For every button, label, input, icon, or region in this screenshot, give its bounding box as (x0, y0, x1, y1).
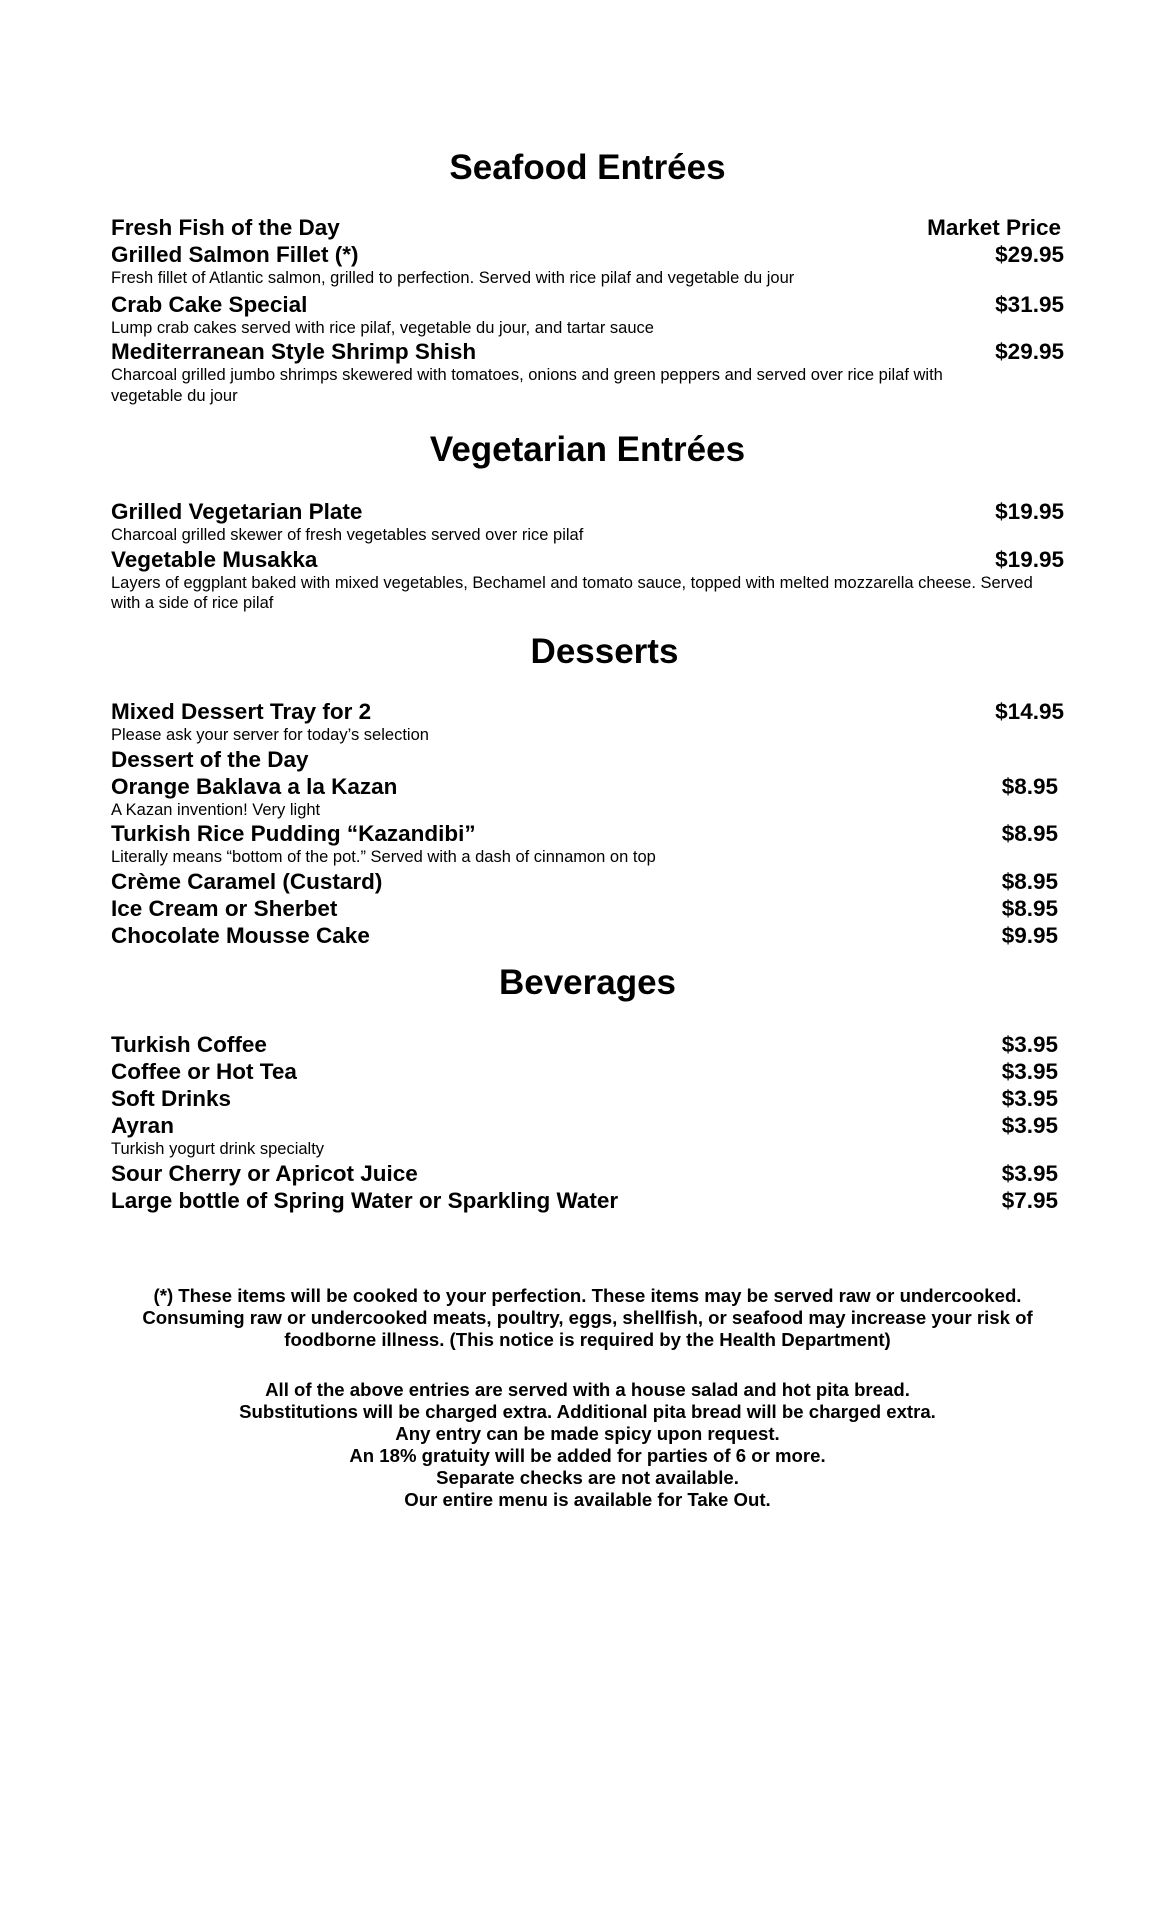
item-price: $8.95 (1001, 821, 1058, 846)
menu-notes (111, 1285, 1064, 1511)
item-price: $7.95 (1001, 1187, 1058, 1213)
menu-item (111, 214, 1064, 241)
item-name: Ayran (111, 1113, 174, 1138)
item-name: Mixed Dessert Tray for 2 (111, 699, 372, 724)
item-name: Soft Drinks (111, 1086, 232, 1111)
item-price: $29.95 (995, 339, 1064, 364)
item-name: Mediterranean Style Shrimp Shish (111, 339, 477, 364)
item-price: $8.95 (1001, 895, 1058, 921)
item-price: $3.95 (1001, 1086, 1058, 1111)
menu-item (111, 773, 1064, 800)
item-price: $8.95 (1001, 773, 1058, 799)
item-description: Layers of eggplant baked with mixed vegetables, Bechamel and tomato sauce, topped with melted mozzarella cheese. Served with a side of rice pilaf (111, 573, 1033, 612)
item-name: Sour Cherry or Apricot Juice (111, 1160, 418, 1186)
item-price: $8.95 (1001, 868, 1058, 894)
menu-item (111, 820, 1064, 847)
menu-item (111, 922, 1064, 949)
item-name: Orange Baklava a la Kazan (111, 773, 398, 799)
item-description: A Kazan invention! Very light (111, 800, 321, 819)
item-price: $3.95 (1001, 1160, 1058, 1186)
item-name: Vegetable Musakka (111, 546, 318, 572)
menu-item (111, 1085, 1064, 1112)
menu-item (111, 1112, 1064, 1139)
item-name: Crème Caramel (Custard) (111, 868, 383, 894)
item-name: Dessert of the Day (111, 746, 309, 772)
item-price: $14.95 (995, 699, 1064, 724)
menu-item (111, 546, 1064, 573)
item-name: Grilled Vegetarian Plate (111, 499, 363, 524)
section-title: Beverages (498, 963, 677, 1002)
item-description: Lump crab cakes served with rice pilaf, vegetable du jour, and tartar sauce (111, 318, 654, 337)
seafood-section (111, 148, 1064, 406)
section-title: Desserts (530, 632, 679, 671)
item-name: Grilled Salmon Fillet (*) (111, 242, 359, 267)
menu-item (111, 1187, 1064, 1214)
item-name: Turkish Rice Pudding “Kazandibi” (111, 821, 476, 846)
note-line: Substitutions will be charged extra. Additional pita bread will be charged extra. (239, 1401, 936, 1422)
item-name: Fresh Fish of the Day (111, 215, 340, 240)
menu-item (111, 1031, 1064, 1058)
item-price: $19.95 (995, 499, 1064, 524)
menu-item (111, 1058, 1064, 1085)
menu-item (111, 338, 1064, 365)
item-name: Coffee or Hot Tea (111, 1059, 297, 1084)
menu-item (111, 868, 1064, 895)
item-name: Ice Cream or Sherbet (111, 895, 338, 921)
menu-item (111, 698, 1064, 725)
item-price: $29.95 (995, 242, 1064, 267)
item-price: $3.95 (1001, 1032, 1058, 1057)
item-price: $31.95 (995, 291, 1064, 317)
menu-item (111, 291, 1064, 318)
desserts-section (111, 632, 1064, 949)
item-description: Charcoal grilled skewer of fresh vegetables served over rice pilaf (111, 526, 584, 544)
item-description: Literally means “bottom of the pot.” Served with a dash of cinnamon on top (111, 848, 656, 866)
note-line: Any entry can be made spicy upon request. (395, 1423, 780, 1444)
item-price: $3.95 (1001, 1059, 1058, 1084)
beverages-section (111, 963, 1064, 1214)
note-line: All of the above entries are served with a house salad and hot pita bread. (265, 1379, 910, 1400)
item-price: $9.95 (1001, 922, 1058, 948)
section-title: Vegetarian Entrées (429, 430, 746, 469)
vegetarian-section (111, 430, 1064, 614)
item-description: Please ask your server for today’s selection (111, 726, 429, 744)
menu-item (111, 895, 1064, 922)
menu-item (111, 746, 1064, 773)
item-description: Charcoal grilled jumbo shrimps skewered with tomatoes, onions and green peppers and served over rice pilaf with vegetable du jour (111, 366, 943, 405)
note-line: An 18% gratuity will be added for parties of 6 or more. (349, 1445, 826, 1466)
menu-item (111, 241, 1064, 268)
item-description: Fresh fillet of Atlantic salmon, grilled to perfection. Served with rice pilaf and vegetable du jour (111, 269, 795, 287)
item-name: Crab Cake Special (111, 291, 308, 317)
item-description: Turkish yogurt drink specialty (111, 1140, 325, 1158)
item-name: Chocolate Mousse Cake (111, 922, 370, 948)
health-notice: (*) These items will be cooked to your perfection. These items may be served raw or undercooked. Consuming raw or undercooked meats, poultry, eggs, shellfish, or seafood may increase your risk of foodborne illness. (This notice is required by the Health Department) (142, 1285, 1033, 1350)
note-line: Our entire menu is available for Take Out. (404, 1489, 771, 1510)
menu-item (111, 498, 1064, 525)
menu-item (111, 1160, 1064, 1187)
item-price: $19.95 (995, 546, 1064, 572)
item-price: Market Price (927, 215, 1061, 240)
item-price: $3.95 (1001, 1113, 1058, 1138)
section-title: Seafood Entrées (449, 148, 726, 187)
item-name: Large bottle of Spring Water or Sparkling Water (111, 1187, 619, 1213)
item-name: Turkish Coffee (111, 1032, 267, 1057)
note-line: Separate checks are not available. (436, 1467, 739, 1488)
